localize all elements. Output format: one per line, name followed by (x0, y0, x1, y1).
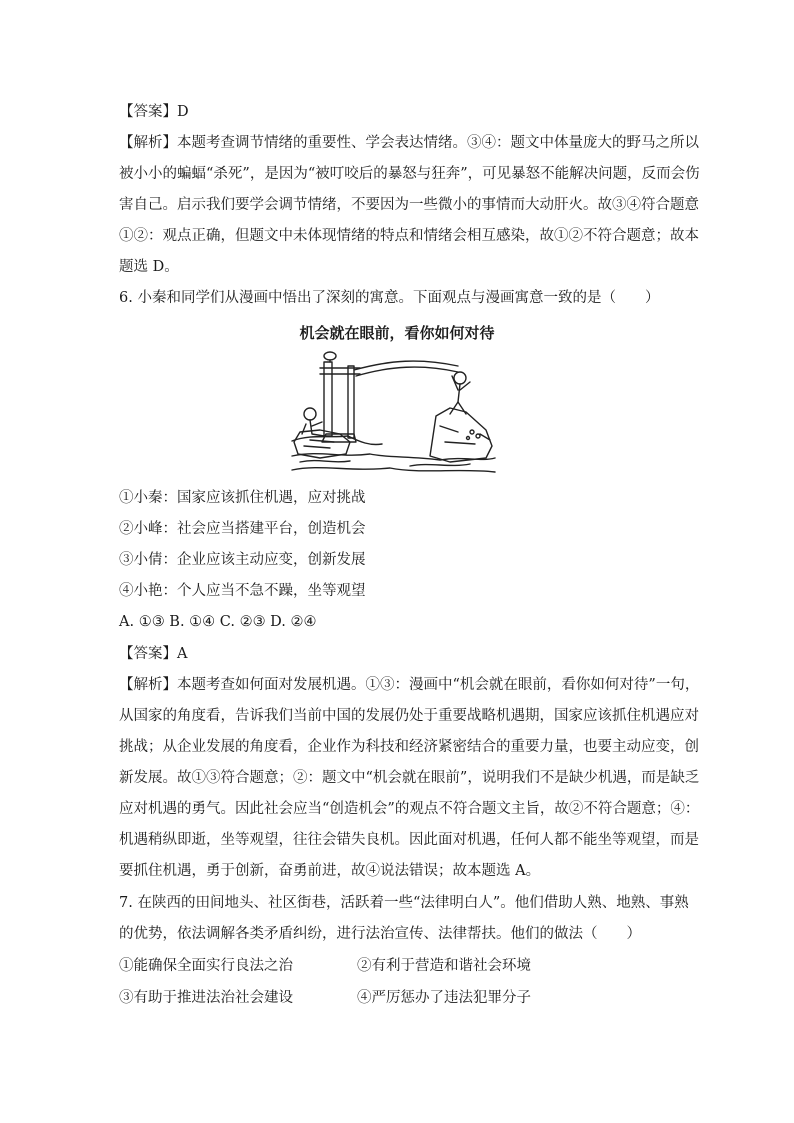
q6-analysis-line: 从国家的角度看，告诉我们当前中国的发展仍处于重要战略机遇期，国家应该抓住机遇应对 (119, 708, 699, 724)
q5-analysis-line: 害自己。启示我们要学会调节情绪，不要因为一些微小的事情而大动肝火。故③④符合题意 (119, 197, 699, 213)
q6-stem: 6. 小秦和同学们从漫画中悟出了深刻的寓意。下面观点与漫画寓意一致的是（ ） (119, 290, 660, 306)
q6-analysis-line: 新发展。故①③符合题意；②：题文中“机会就在眼前”，说明我们不是缺少机遇，而是缺乏 (119, 770, 700, 786)
q6-analysis-line: 要抓住机遇，勇于创新，奋勇前进，故④说法错误；故本题选 A。 (119, 863, 541, 879)
q6-analysis-line: 应对机遇的勇气。因此社会应当“创造机会”的观点不符合题文主旨，故②不符合题意；④： (119, 801, 700, 817)
q7-option: ③有助于推进法治社会建设 (119, 990, 293, 1006)
q5-analysis-line: ①②：观点正确，但题文中未体现情绪的特点和情绪会相互感染，故①②不符合题意；故本 (119, 228, 699, 244)
q6-option: ③小倩：企业应该主动应变，创新发展 (119, 552, 366, 568)
q7-stem-line: 的优势，依法调解各类矛盾纠纷，进行法治宣传、法律帮扶。他们的做法（ ） (119, 926, 641, 942)
q5-answer: 【答案】D (119, 104, 189, 120)
cartoon-title: 机会就在眼前，看你如何对待 (299, 324, 495, 342)
q5-analysis-line: 被小小的蝙蝠“杀死”，是因为“被叮咬后的暴怒与狂奔”，可见暴怒不能解决问题，反而会伤 (119, 166, 700, 182)
q6-analysis-line: 【解析】本题考查如何面对发展机遇。①③：漫画中“机会就在眼前，看你如何对待”一句， (119, 677, 700, 693)
q5-analysis-line: 【解析】本题考查调节情绪的重要性、学会表达情绪。③④：题文中体量庞大的野马之所以 (119, 135, 699, 151)
q5-analysis-line: 题选 D。 (119, 259, 179, 275)
q6-answer: 【答案】A (119, 646, 188, 662)
q7-stem-line: 7. 在陕西的田间地头、社区街巷，活跃着一些“法律明白人”。他们借助人熟、地熟、事熟 (119, 895, 689, 911)
cartoon-illustration (290, 346, 496, 478)
q7-option: ②有利于营造和谐社会环境 (357, 958, 531, 974)
q6-option: ①小秦：国家应该抓住机遇，应对挑战 (119, 490, 366, 506)
q7-option: ④严厉惩办了违法犯罪分子 (357, 990, 531, 1006)
q6-analysis-line: 机遇稍纵即逝，坐等观望，往往会错失良机。因此面对机遇，任何人都不能坐等观望，而是 (119, 832, 699, 848)
q6-option: ②小峰：社会应当搭建平台，创造机会 (119, 521, 366, 537)
q6-option: ④小艳：个人应当不急不躁，坐等观望 (119, 583, 366, 599)
q7-option: ①能确保全面实行良法之治 (119, 958, 293, 974)
q6-choices: A. ①③ B. ①④ C. ②③ D. ②④ (119, 614, 317, 630)
q6-analysis-line: 挑战；从企业发展的角度看，企业作为科技和经济紧密结合的重要力量，也要主动应变，创 (119, 739, 699, 755)
